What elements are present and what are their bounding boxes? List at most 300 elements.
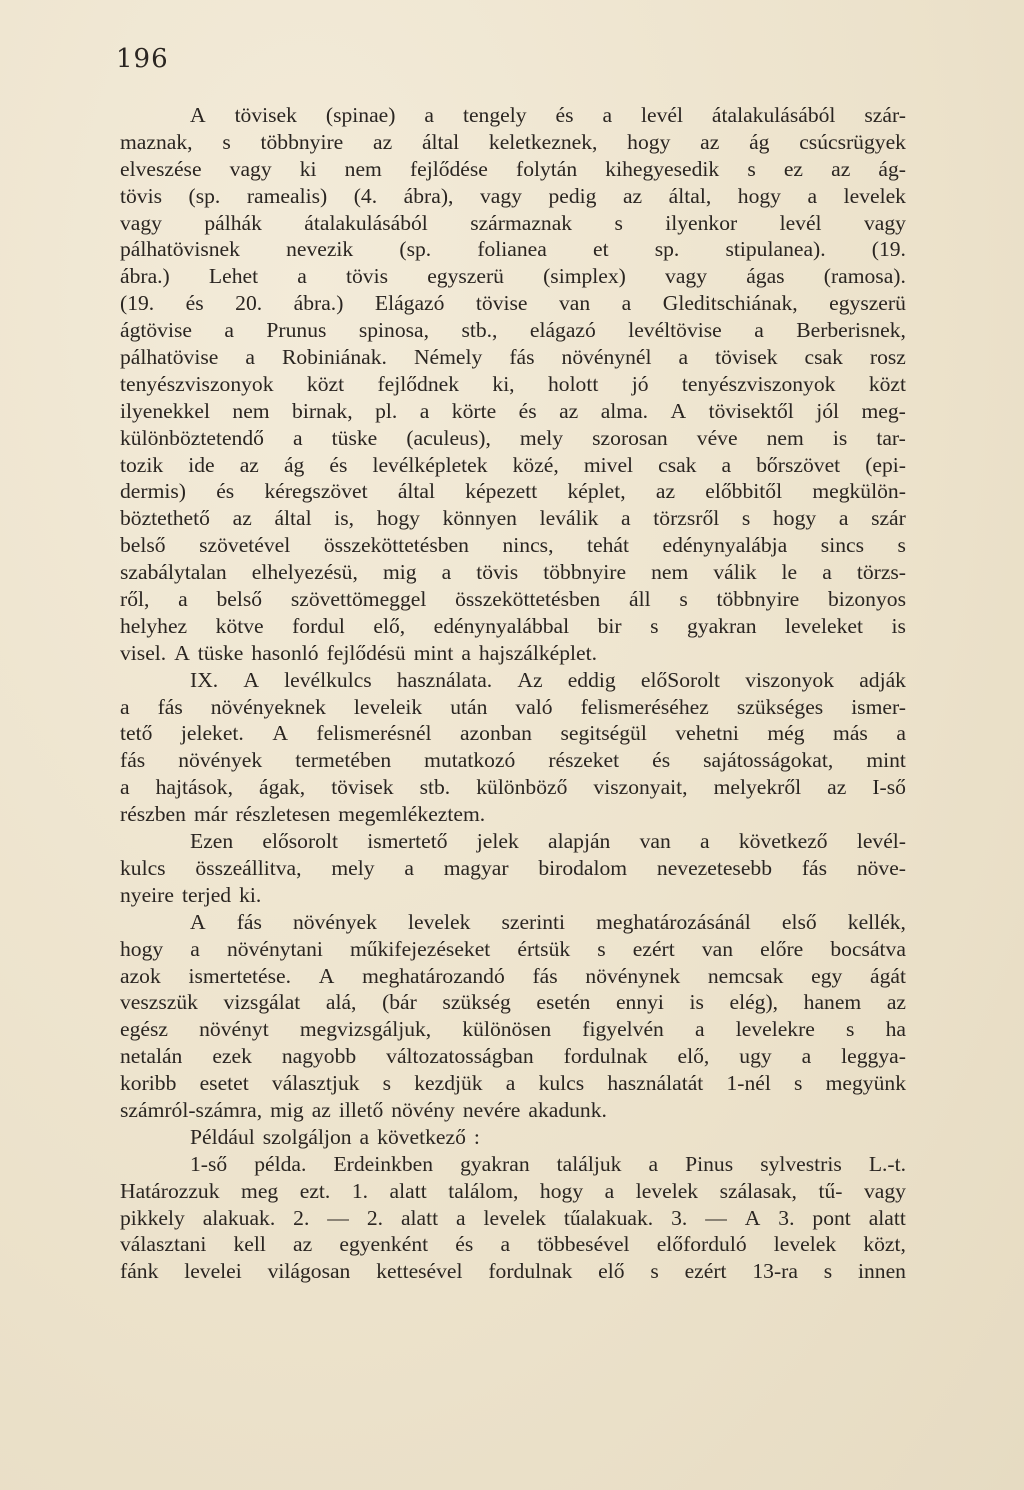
word: és [555, 103, 574, 127]
text-line [120, 694, 906, 721]
word: koribb [120, 1071, 177, 1096]
word: az [293, 1232, 313, 1257]
word: tövis [120, 183, 162, 208]
word: nem [651, 560, 689, 585]
word: netalán [120, 1044, 183, 1069]
word: jó [631, 371, 649, 396]
word: előSorolt [640, 667, 721, 692]
word: kötve [215, 613, 264, 638]
word: mint [866, 748, 906, 773]
word: Robiniának. [281, 345, 387, 370]
text-line [120, 317, 906, 344]
word: bocsátva [830, 936, 906, 961]
word: ág [749, 129, 770, 154]
word: által [421, 129, 460, 154]
word: pl. [375, 398, 398, 423]
word: alapján [548, 829, 611, 854]
word: növénytani [226, 936, 323, 961]
text-line [120, 855, 906, 882]
word: elhelyezésü, [251, 560, 358, 585]
word: ide [188, 452, 215, 477]
word: eddig [567, 667, 616, 692]
word: a [807, 183, 818, 208]
word: elég), [729, 990, 779, 1015]
word: a [602, 103, 613, 127]
word: mint [413, 640, 454, 665]
word: visel. [120, 640, 167, 665]
word: kellék, [847, 909, 906, 934]
word: és [455, 1232, 474, 1257]
text-line [120, 774, 906, 801]
word: pont [812, 1205, 851, 1230]
word: (4. [353, 183, 378, 208]
word: A [272, 721, 288, 746]
word: tar- [876, 425, 906, 450]
word: a [297, 264, 307, 289]
word: és [518, 398, 537, 423]
word: a [604, 1178, 615, 1203]
word: mely [331, 855, 375, 880]
word: és [216, 479, 235, 504]
word: összeállitva, [195, 855, 302, 880]
word: fás [157, 694, 183, 719]
word: megyünk [825, 1071, 906, 1096]
word: fejlődésü [326, 640, 406, 665]
word: mig [382, 560, 417, 585]
word: figyelvén [582, 1017, 664, 1042]
word: alá, [325, 990, 357, 1015]
word: az [239, 452, 259, 477]
word: s [597, 936, 606, 961]
word: (sp. [399, 237, 432, 262]
word: mutatkozó [424, 748, 516, 773]
word: birnak, [292, 398, 353, 423]
word: többnyire [260, 129, 344, 154]
word: ábra.) [293, 291, 344, 316]
word: használata. [396, 667, 493, 692]
word: meghatározandó [362, 963, 505, 988]
word: levelek [773, 1232, 837, 1257]
word: veszszük [120, 990, 198, 1015]
word: tövisek [234, 103, 297, 127]
word: a [822, 560, 832, 585]
word: nem [766, 425, 804, 450]
word: szükség [442, 990, 511, 1015]
word: holott [547, 371, 599, 396]
word: alatt [400, 1205, 439, 1230]
word: van [701, 936, 734, 961]
word: részeket [548, 748, 620, 773]
word: Határozzuk [120, 1178, 220, 1203]
word: szolgáljon [262, 1124, 352, 1149]
word: tengely [462, 103, 527, 127]
word: ábra.) [120, 264, 170, 289]
word: vagy [479, 183, 522, 208]
word: kell [233, 1232, 266, 1257]
text-line [120, 505, 906, 532]
word: nevezetesebb [656, 855, 773, 880]
word: után [450, 694, 488, 719]
word: is [891, 613, 906, 638]
word: (sp. [188, 183, 221, 208]
word: előre [760, 936, 804, 961]
word: tüske [331, 425, 378, 450]
word: Erdeinkben [333, 1151, 434, 1176]
word: pálhatövise [120, 345, 219, 370]
word: a [801, 1044, 812, 1069]
word: által, [668, 183, 712, 208]
word: nevére [462, 1097, 521, 1122]
word: levélképletek [372, 452, 488, 477]
word: elő, [373, 613, 406, 638]
word: belső [216, 587, 263, 612]
word: ről, [120, 587, 150, 612]
word: et [593, 237, 609, 262]
word: növények [178, 748, 263, 773]
word: közt [868, 371, 906, 396]
word: A [744, 1205, 761, 1230]
word: termetében [295, 748, 392, 773]
text-line [120, 263, 906, 290]
word: többesével [537, 1232, 630, 1257]
word: mely [519, 425, 564, 450]
word: átalakulásából [711, 103, 836, 127]
word: a [424, 103, 435, 127]
word: világosan [267, 1259, 351, 1284]
word: 20. [235, 291, 263, 316]
word: bir [597, 613, 622, 638]
word: ilyenekkel [120, 398, 210, 423]
word: Gleditschiának, [662, 291, 798, 316]
word: nevezik [286, 237, 354, 262]
word: átalakulásából [304, 210, 428, 235]
word: ismertetése. [188, 963, 292, 988]
word: tövis [346, 264, 389, 289]
word: Ezen [190, 829, 234, 854]
word: alma. [600, 398, 649, 423]
word: a [120, 775, 130, 800]
word: többnyire [716, 587, 800, 612]
word: ábra), [403, 183, 454, 208]
word: vagy [863, 1178, 906, 1203]
word: fás [801, 855, 828, 880]
word: magyar [443, 855, 509, 880]
word: van [639, 829, 671, 854]
text-line [120, 1016, 906, 1043]
word: s [747, 156, 756, 181]
text-line [120, 828, 906, 855]
word: tüske [197, 640, 244, 665]
word: áll [628, 587, 651, 612]
word: stb. [419, 775, 451, 800]
word: egyszerü [427, 264, 504, 289]
word: műkifejezéseket [350, 936, 491, 961]
word: hogy [376, 506, 420, 531]
word: közt, [863, 1232, 906, 1257]
word: hajszálképlet. [478, 640, 598, 665]
word: sp. [654, 237, 680, 262]
word: növénynél [561, 345, 652, 370]
text-line [120, 156, 906, 183]
word: az [886, 990, 906, 1015]
word: Lehet [208, 264, 259, 289]
word: a [621, 291, 632, 316]
word: levél [640, 103, 683, 127]
word: fordulnak [488, 1259, 573, 1284]
word: : [473, 1124, 480, 1149]
word: találjuk [556, 1151, 622, 1176]
word: meg [241, 1178, 279, 1203]
word: A [318, 963, 335, 988]
word: pikkely [120, 1205, 185, 1230]
word: ki. [239, 882, 262, 907]
word: levéltövise [628, 318, 722, 343]
word: A [243, 667, 259, 692]
word: ág [283, 452, 305, 477]
word: találom, [448, 1178, 519, 1203]
word: ilyenkor [665, 210, 738, 235]
word: vagy [229, 156, 272, 181]
text-line [120, 1043, 906, 1070]
text-line [120, 1178, 906, 1205]
word: ág- [878, 156, 906, 181]
word: előforduló [656, 1232, 747, 1257]
word: kulcs [538, 1071, 585, 1096]
word: nincs, [502, 533, 554, 558]
word: tövisek [331, 775, 394, 800]
word: folianea [477, 237, 547, 262]
word: Berberisnek, [796, 318, 906, 343]
word: 1-nél [726, 1071, 771, 1096]
word: 1-ső [190, 1151, 228, 1176]
word: stb., [461, 318, 498, 343]
word: van [558, 291, 591, 316]
word: fás [236, 909, 262, 934]
word: alatt [868, 1205, 906, 1230]
word: közt [306, 371, 345, 396]
word: nagyobb [281, 1044, 357, 1069]
text-line [120, 989, 906, 1016]
word: szükséges [736, 694, 824, 719]
word: az [311, 1097, 331, 1122]
word: bőrszövet [756, 452, 841, 477]
word: szár [871, 506, 906, 531]
word: a [500, 1232, 511, 1257]
word: Pinus [685, 1151, 734, 1176]
text-line [120, 371, 906, 398]
word: mivel [583, 452, 634, 477]
text-line [120, 559, 906, 586]
word: sajátosságokat, [703, 748, 834, 773]
word: L.-t. [868, 1151, 906, 1176]
word: elősorolt [262, 829, 338, 854]
word: alatt [389, 1178, 427, 1203]
word: illető [338, 1097, 384, 1122]
word: s [846, 1017, 855, 1042]
text-line [120, 1070, 906, 1097]
word: ágtövise [120, 318, 192, 343]
word: fás [532, 963, 558, 988]
word: Az [517, 667, 543, 692]
word: fordul [292, 613, 345, 638]
word: s [382, 1071, 392, 1096]
text-line [120, 667, 906, 694]
word: és [329, 452, 348, 477]
word: a [224, 318, 234, 343]
word: hogy [627, 129, 671, 154]
word: felismerésnél [316, 721, 432, 746]
word: kezdjük [414, 1071, 483, 1096]
word: azok [120, 963, 161, 988]
word: törzsről [653, 506, 720, 531]
word: a [700, 829, 710, 854]
text-line [120, 1097, 906, 1124]
text-line [120, 801, 906, 828]
word: az [232, 506, 252, 531]
word: válik [713, 560, 757, 585]
word: 2. [366, 1205, 384, 1230]
word: következő [377, 1124, 466, 1149]
word: akadunk. [528, 1097, 607, 1122]
word: fejlődnek [377, 371, 460, 396]
word: még [767, 721, 805, 746]
word: egy [811, 963, 843, 988]
word: rosz [869, 345, 906, 370]
text-line [120, 452, 906, 479]
word: fás [120, 748, 146, 773]
word: ismer- [851, 694, 906, 719]
word: s [679, 587, 688, 612]
text-line [120, 236, 906, 263]
text-line [120, 963, 906, 990]
word: hasonló [251, 640, 319, 665]
word: terjed [181, 882, 232, 907]
word: az [655, 479, 676, 504]
word: első [781, 909, 817, 934]
word: a [120, 694, 130, 719]
text-line [120, 747, 906, 774]
word: tető [120, 721, 153, 746]
word: A [190, 909, 206, 934]
text-line [120, 1151, 906, 1178]
word: folytán [516, 156, 578, 181]
word: ágak, [259, 775, 306, 800]
word: példa. [254, 1151, 307, 1176]
word: a [896, 721, 906, 746]
word: leveleket [785, 613, 863, 638]
word: által [274, 506, 312, 531]
word: jelek [476, 829, 519, 854]
word: egyenként [339, 1232, 429, 1257]
word: elveszése [120, 156, 202, 181]
word: nyeire [120, 882, 174, 907]
word: melyekről [713, 775, 802, 800]
word: részben [120, 802, 186, 827]
word: is, [334, 506, 355, 531]
word: szálasak, [719, 1178, 797, 1203]
word: — [705, 1205, 727, 1230]
word: levelei [184, 1259, 242, 1284]
text-line [120, 344, 906, 371]
word: szár- [864, 103, 906, 127]
word: pálhatövisnek [120, 237, 240, 262]
text-line [120, 210, 906, 237]
word: ennyi [615, 990, 664, 1015]
word: levelek [635, 1178, 699, 1203]
word: is [689, 990, 704, 1015]
word: (aculeus), [406, 425, 491, 450]
text-line [120, 532, 906, 559]
word: (epi- [865, 452, 906, 477]
word: növényeknek [210, 694, 326, 719]
word: hogy [737, 183, 781, 208]
text-line [120, 936, 906, 963]
word: vagy [863, 210, 906, 235]
word: jeleket. [180, 721, 244, 746]
word: a [721, 452, 732, 477]
word: le [781, 560, 798, 585]
word: fánk [120, 1259, 159, 1284]
text-line [120, 129, 906, 156]
word: nem [232, 398, 270, 423]
word: ezt. [299, 1178, 331, 1203]
word: mig [270, 1097, 304, 1122]
word: — [327, 1205, 349, 1230]
word: levelekre [735, 1017, 815, 1042]
word: kettesével [376, 1259, 463, 1284]
word: vizsgálat [223, 990, 301, 1015]
word: nem [344, 156, 382, 181]
word: a [419, 398, 430, 423]
word: használatát [607, 1071, 704, 1096]
word: viszonyok [745, 667, 835, 692]
word: levelek [483, 1205, 546, 1230]
word: tövis [476, 560, 519, 585]
word: csak [804, 345, 843, 370]
word: ismertető [367, 829, 448, 854]
word: pedig [548, 183, 597, 208]
word: leveleik [353, 694, 423, 719]
word: s [823, 1259, 833, 1284]
word: a [441, 560, 452, 585]
word: 3. [778, 1205, 795, 1230]
word: a [678, 345, 689, 370]
word: való [515, 694, 553, 719]
text-line [120, 1231, 906, 1258]
word: Például [190, 1124, 255, 1149]
word: könnyen [442, 506, 517, 531]
word: ki, [492, 371, 515, 396]
word: sylvestris [760, 1151, 842, 1176]
word: véve [696, 425, 738, 450]
word: törzs- [856, 560, 906, 585]
word: tozik [120, 452, 164, 477]
word: a [456, 1205, 466, 1230]
word: a [293, 425, 303, 450]
word: megemlékeztem. [338, 802, 486, 827]
word: szabálytalan [120, 560, 227, 585]
word: vehetni [675, 721, 739, 746]
word: Prunus [266, 318, 327, 343]
text-line [120, 1205, 906, 1232]
word: növényt [199, 1017, 269, 1042]
word: már [193, 802, 228, 827]
word: tehát [587, 533, 629, 558]
word: körte [451, 398, 497, 423]
word: ágas [746, 264, 785, 289]
word: s [897, 533, 906, 558]
word: csúcsrügyek [799, 129, 906, 154]
